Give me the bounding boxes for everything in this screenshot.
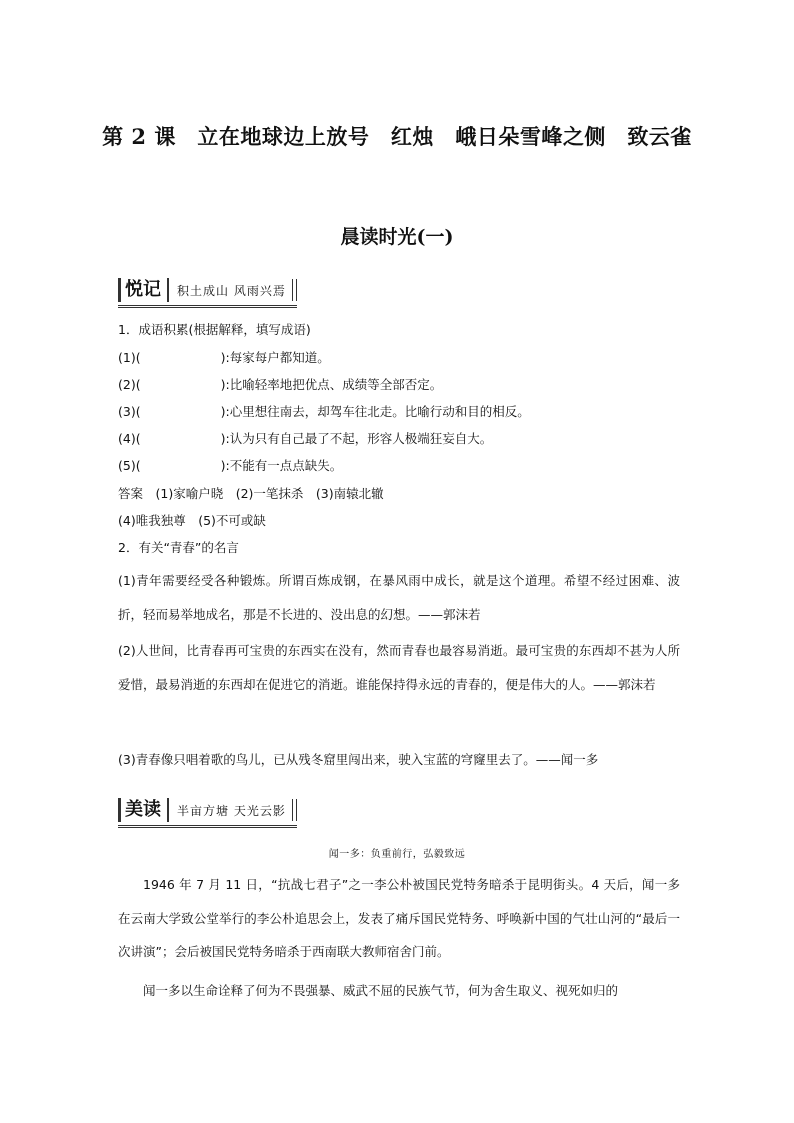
item-number: (1)(	[118, 350, 141, 365]
idiom-item-3	[118, 404, 530, 420]
item-number: (5)(	[118, 458, 141, 473]
section-banner-yueji	[118, 275, 297, 308]
item-number: (3)(	[118, 404, 141, 419]
article-paragraph-2: 闻一多以生命诠释了何为不畏强暴、威武不屈的民族气节，何为舍生取义、视死如归的	[143, 983, 619, 998]
quote-2: (2)人世间，比青春再可宝贵的东西实在没有，然而青春也最容易消逝。最可宝贵的东西却不甚为人所爱惜，最易消逝的东西却在促进它的消逝。谁能保持得永远的青春的，便是伟大的人。——郭沫若	[118, 643, 680, 692]
item-close: ):	[220, 431, 230, 446]
answer-line-1: 答案 (1)家喻户晓 (2)一笔抹杀 (3)南辕北辙	[118, 486, 384, 501]
item-text: 比喻轻率地把优点、成绩等全部否定。	[229, 377, 443, 392]
idiom-item-5	[118, 458, 342, 474]
item-number: (4)(	[118, 431, 141, 446]
lesson-subtitle: 晨读时光(一)	[340, 226, 454, 248]
banner-end-mark	[292, 799, 297, 821]
quote-1: (1)青年需要经受各种锻炼。所谓百炼成钢，在暴风雨中成长，就是这个道理。希望不经过困难、波折，轻而易举地成名，那是不长进的、没出息的幻想。——郭沫若	[118, 573, 680, 622]
item-close: ):	[220, 377, 230, 392]
lesson-title: 第 2 课 立在地球边上放号 红烛 峨日朵雪峰之侧 致云雀	[102, 124, 692, 149]
item-close: ):	[220, 350, 230, 365]
section-badge: 美读	[118, 798, 169, 822]
item-text: 每家每户都知道。	[229, 350, 330, 365]
banner-end-mark	[292, 279, 297, 301]
idiom-item-1	[118, 350, 330, 366]
article-paragraph-1: 1946 年 7 月 11 日，“抗战七君子”之一李公朴被国民党特务暗杀于昆明街头。4 天后，闻一多在云南大学致公堂举行的李公朴追思会上，发表了痛斥国民党特务、呼唤新中国的气壮山河的“最后一次讲演”；会后被国民党特务暗杀于西南联大教师宿舍门前。	[118, 877, 680, 959]
item-text: 心里想往南去，却驾车往北走。比喻行动和目的相反。	[229, 404, 530, 419]
question-1-heading: 1．成语积累(根据解释，填写成语)	[118, 322, 311, 337]
section-banner-meidu	[118, 795, 297, 828]
answer-line-2: (4)唯我独尊 (5)不可或缺	[118, 513, 266, 528]
idiom-item-4	[118, 431, 492, 447]
article-title: 闻一多：负重前行，弘毅致远	[328, 849, 466, 860]
item-close: ):	[220, 404, 230, 419]
item-text: 不能有一点点缺失。	[229, 458, 343, 473]
section-motto: 积土成山 风雨兴焉	[177, 283, 286, 298]
section-badge: 悦记	[118, 278, 169, 302]
item-text: 认为只有自己最了不起，形容人极端狂妄自大。	[229, 431, 493, 446]
question-2-heading: 2．有关“青春”的名言	[118, 540, 239, 555]
item-close: ):	[220, 458, 230, 473]
quote-3: (3)青春像只唱着歌的鸟儿，已从残冬窟里闯出来，驶入宝蓝的穹窿里去了。——闻一多	[118, 752, 599, 767]
item-number: (2)(	[118, 377, 141, 392]
section-motto: 半亩方塘 天光云影	[177, 803, 286, 818]
idiom-item-2	[118, 377, 442, 393]
